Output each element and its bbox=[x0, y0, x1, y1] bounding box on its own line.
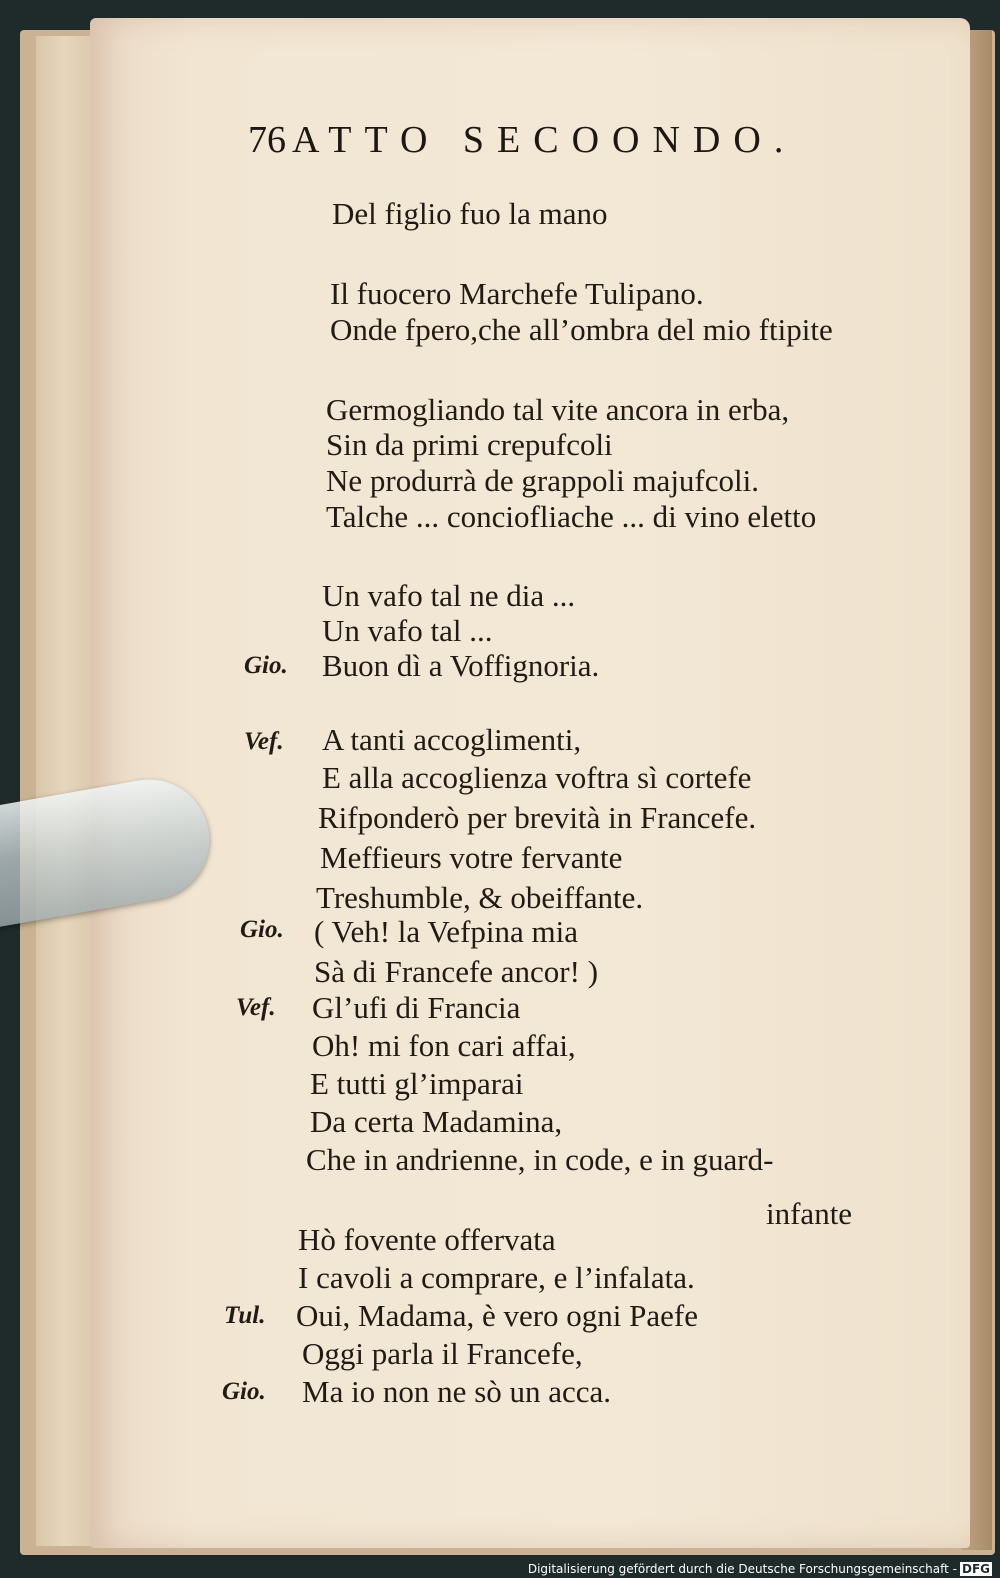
page-heading bbox=[248, 118, 796, 162]
verse-line: Un vafo tal ... bbox=[322, 613, 493, 648]
speaker-label: Gio. bbox=[240, 916, 284, 943]
verse-line: Da certa Madamina, bbox=[310, 1104, 563, 1139]
verse-line: Hò fovente offervata bbox=[298, 1222, 556, 1257]
verse-line: Buon dì a Voffignoria. bbox=[322, 648, 600, 683]
verse-line: Oggi parla il Francefe, bbox=[302, 1336, 583, 1371]
dfg-logo: DFG bbox=[961, 1562, 990, 1576]
speaker-label: Gio. bbox=[222, 1378, 266, 1405]
verse-line: Oh! mi fon cari affai, bbox=[312, 1028, 576, 1063]
digitization-credit bbox=[528, 1562, 992, 1576]
speaker-label: Gio. bbox=[244, 652, 288, 679]
verse-line: Il fuocero Marchefe Tulipano. bbox=[330, 276, 704, 311]
verse-line: Meffieurs votre fervante bbox=[320, 840, 623, 875]
verse-line: Sin da primi crepufcoli bbox=[326, 427, 613, 462]
verse-line: Oui, Madama, è vero ogni Paefe bbox=[296, 1298, 699, 1333]
speaker-label: Vef. bbox=[244, 728, 284, 755]
verse-line: Ne produrrà de grappoli majufcoli. bbox=[326, 463, 759, 498]
act-title: ATTO SECOONDO. bbox=[292, 119, 797, 161]
verse-line: I cavoli a comprare, e l’infalata. bbox=[298, 1260, 695, 1295]
verse-line: Onde fpero,che all’ombra del mio ftipite bbox=[330, 312, 833, 347]
verse-line: A tanti accoglimenti, bbox=[322, 722, 582, 757]
page-number: 76 bbox=[248, 119, 286, 161]
verse-line: Sà di Francefe ancor! ) bbox=[314, 954, 599, 989]
verse-line: Rifponderò per brevità in Francefe. bbox=[318, 800, 757, 835]
verse-line: Che in andrienne, in code, e in guard- bbox=[306, 1142, 774, 1177]
verse-line: E alla accoglienza voftra sì cortefe bbox=[322, 760, 752, 795]
verse-line: Talche ... conciofliache ... di vino eletto bbox=[326, 499, 817, 534]
verse-line: ( Veh! la Vefpina mia bbox=[314, 914, 578, 949]
verse-line: Un vafo tal ne dia ... bbox=[322, 578, 576, 613]
verse-line: infante bbox=[766, 1196, 853, 1231]
verse-line: Ma io non ne sò un acca. bbox=[302, 1374, 612, 1409]
verse-line: Treshumble, & obeiffante. bbox=[316, 880, 644, 915]
speaker-label: Tul. bbox=[224, 1302, 266, 1329]
verse-line: E tutti gl’imparai bbox=[310, 1066, 524, 1101]
speaker-label: Vef. bbox=[236, 994, 276, 1021]
verse-line: Germogliando tal vite ancora in erba, bbox=[326, 392, 790, 427]
credit-text: Digitalisierung gefördert durch die Deutsche Forschungsgemeinschaft - bbox=[527, 1562, 957, 1576]
verse-line: Del figlio fuo la mano bbox=[332, 196, 608, 231]
verse-line: Gl’ufi di Francia bbox=[312, 990, 521, 1025]
